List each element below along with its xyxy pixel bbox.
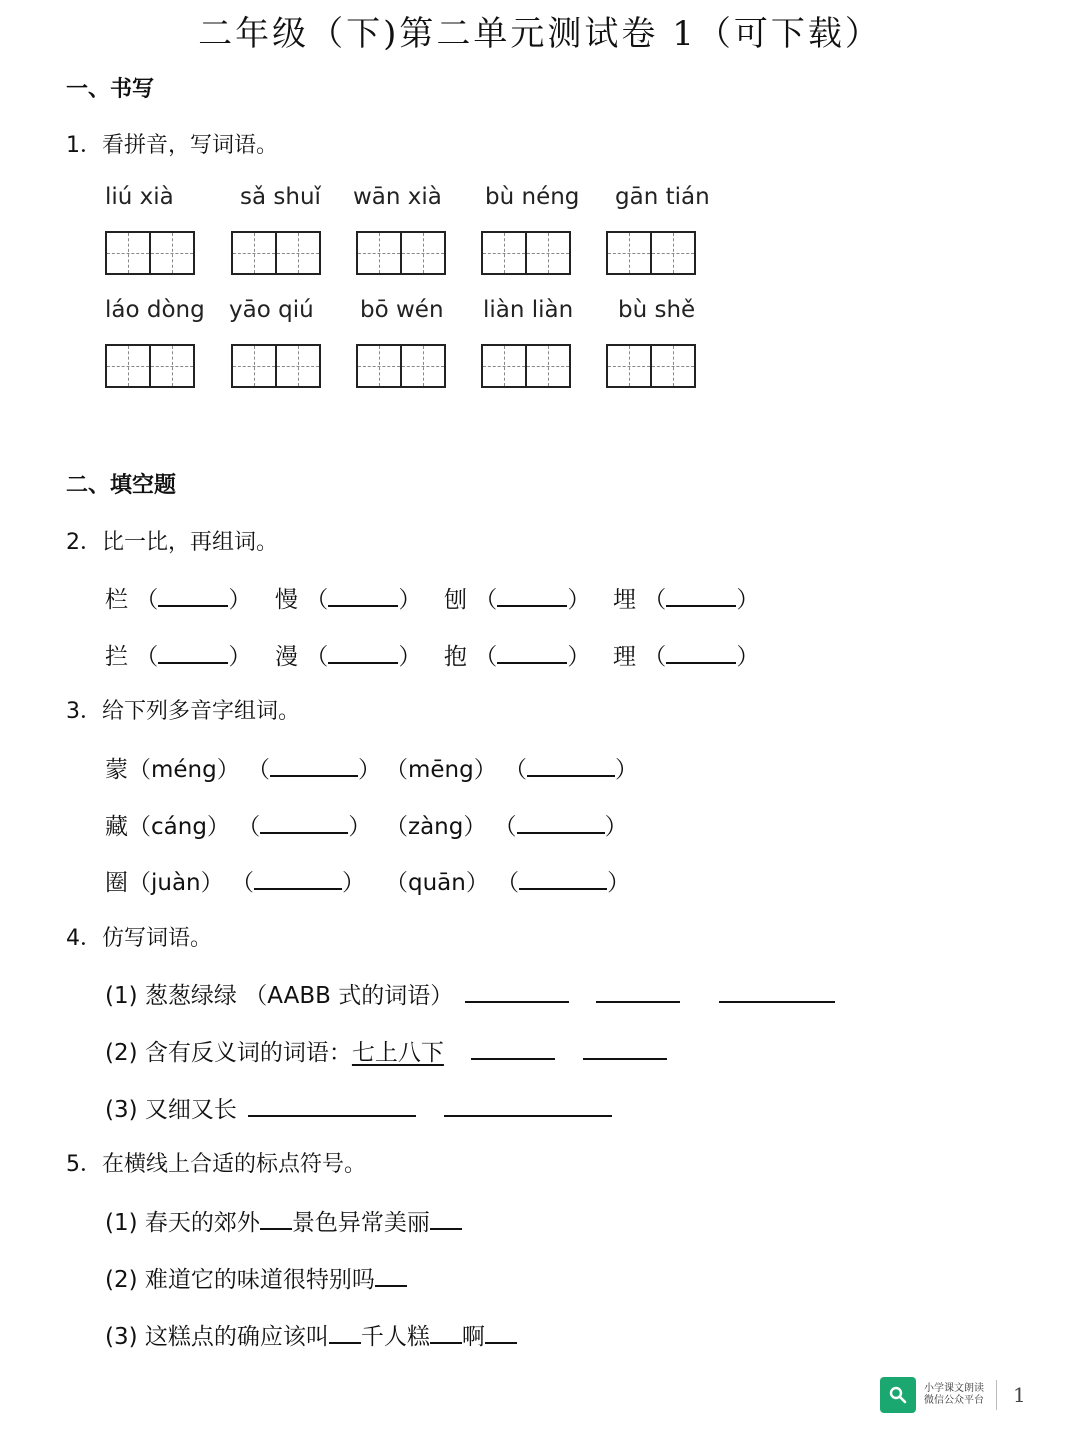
example-word: 葱葱绿绿 [144, 983, 237, 1009]
answer-blank[interactable] [260, 810, 348, 834]
pinyin-label: bù shě [618, 297, 696, 323]
writing-box[interactable] [606, 344, 696, 388]
answer-blank[interactable] [248, 1093, 416, 1117]
imitation-item-3 [105, 1091, 612, 1124]
answer-blank[interactable] [471, 1036, 555, 1060]
compare-item: 栏 （ ） [105, 581, 251, 614]
punctuation-item-1 [105, 1204, 462, 1237]
pinyin-label: liàn liàn [483, 297, 574, 323]
sentence-part: 啊 [461, 1324, 485, 1350]
writing-box[interactable] [356, 344, 446, 388]
punctuation-item-3 [105, 1318, 517, 1351]
polyphone-char: 圈 [105, 870, 128, 896]
question-3-label: 3．给下列多音字组词。 [66, 699, 300, 724]
brand-line: 小学课文朗读 [924, 1383, 984, 1394]
sentence-part: 春天的郊外 [144, 1210, 260, 1236]
answer-blank[interactable] [519, 866, 607, 890]
compare-char: 理 [613, 644, 636, 670]
item-number: (2) [105, 1267, 138, 1293]
question-2-label: 2．比一比，再组词。 [66, 530, 278, 555]
polyphone-row: 藏（cáng） （ ） [105, 808, 371, 841]
pinyin-label: bō wén [360, 297, 444, 323]
answer-blank[interactable] [158, 583, 228, 607]
search-icon [880, 1377, 916, 1413]
sentence-part: 这糕点的确应该叫 [144, 1324, 329, 1350]
polyphone-char: 蒙 [105, 757, 128, 783]
compare-char: 栏 [105, 587, 128, 613]
answer-blank[interactable] [430, 1320, 462, 1344]
example-word: 又细又长 [144, 1097, 237, 1123]
answer-blank[interactable] [329, 1320, 361, 1344]
polyphone-char: 藏 [105, 814, 128, 840]
compare-item: 慢 （ ） [275, 581, 421, 614]
answer-blank[interactable] [719, 979, 835, 1003]
writing-box[interactable] [105, 344, 195, 388]
compare-item: 漫 （ ） [275, 638, 421, 671]
writing-box[interactable] [231, 344, 321, 388]
compare-char: 拦 [105, 644, 128, 670]
compare-item: 拦 （ ） [105, 638, 251, 671]
compare-char: 埋 [613, 587, 636, 613]
item-number: (1) [105, 983, 138, 1009]
compare-item: 理 （ ） [613, 638, 759, 671]
answer-blank[interactable] [666, 583, 736, 607]
pinyin-reading: （juàn） [128, 870, 224, 896]
writing-box[interactable] [606, 231, 696, 275]
pinyin-reading: （quān） [385, 870, 489, 896]
answer-blank[interactable] [527, 753, 615, 777]
pinyin-label: bù néng [485, 184, 580, 210]
item-text: 含有反义词的词语： [144, 1040, 352, 1066]
compare-item: 抱 （ ） [444, 638, 590, 671]
answer-blank[interactable] [497, 640, 567, 664]
footer-brand [880, 1377, 1026, 1413]
item-hint: （AABB 式的词语） [244, 983, 454, 1009]
answer-blank[interactable] [485, 1320, 517, 1344]
answer-blank[interactable] [375, 1263, 407, 1287]
writing-grid-row [105, 344, 696, 388]
answer-blank[interactable] [517, 810, 605, 834]
polyphone-row: 蒙（méng） （ ） [105, 751, 381, 784]
answer-blank[interactable] [430, 1206, 462, 1230]
item-number: (1) [105, 1210, 138, 1236]
pinyin-label: sǎ shuǐ [240, 184, 321, 210]
answer-blank[interactable] [158, 640, 228, 664]
question-1-label: 1．看拼音，写词语。 [66, 133, 278, 158]
section-heading-fill-in: 二、填空题 [66, 473, 177, 498]
writing-box[interactable] [481, 231, 571, 275]
writing-box[interactable] [105, 231, 195, 275]
question-5-label: 5．在横线上合适的标点符号。 [66, 1152, 366, 1177]
page-number: 1 [1013, 1383, 1026, 1407]
imitation-item-1 [105, 977, 835, 1010]
answer-blank[interactable] [666, 640, 736, 664]
page-title: 二年级（下)第二单元测试卷 1（可下载） [198, 14, 882, 54]
polyphone-row: （quān） （ ） [385, 864, 630, 897]
brand-line: 微信公众平台 [924, 1395, 984, 1406]
brand-text [924, 1383, 984, 1407]
answer-blank[interactable] [254, 866, 342, 890]
polyphone-row: 圈（juàn） （ ） [105, 864, 365, 897]
item-number: (2) [105, 1040, 138, 1066]
compare-item: 刨 （ ） [444, 581, 590, 614]
divider [996, 1380, 997, 1410]
answer-blank[interactable] [260, 1206, 292, 1230]
answer-blank[interactable] [583, 1036, 667, 1060]
pinyin-label: láo dòng [105, 297, 205, 323]
sentence-part: 难道它的味道很特别吗 [144, 1267, 375, 1293]
writing-grid-row [105, 231, 696, 275]
writing-box[interactable] [356, 231, 446, 275]
example-word: 七上八下 [351, 1040, 444, 1066]
pinyin-reading: （zàng） [385, 814, 487, 840]
answer-blank[interactable] [328, 640, 398, 664]
pinyin-reading: （méng） [128, 757, 240, 783]
compare-char: 慢 [275, 587, 298, 613]
answer-blank[interactable] [444, 1093, 612, 1117]
polyphone-row: （zàng） （ ） [385, 808, 628, 841]
imitation-item-2 [105, 1034, 667, 1067]
answer-blank[interactable] [596, 979, 680, 1003]
pinyin-label: yāo qiú [229, 297, 314, 323]
polyphone-row: （mēng） （ ） [385, 751, 638, 784]
sentence-part: 景色异常美丽 [291, 1210, 430, 1236]
answer-blank[interactable] [465, 979, 569, 1003]
pinyin-reading: （mēng） [385, 757, 497, 783]
answer-blank[interactable] [270, 753, 358, 777]
section-heading-writing: 一、书写 [66, 77, 155, 102]
writing-box[interactable] [481, 344, 571, 388]
pinyin-label: liú xià [105, 184, 174, 210]
sentence-part: 千人糕 [360, 1324, 430, 1350]
compare-char: 抱 [444, 644, 467, 670]
pinyin-reading: （cáng） [128, 814, 230, 840]
answer-blank[interactable] [328, 583, 398, 607]
question-4-label: 4．仿写词语。 [66, 926, 212, 951]
pinyin-label: gān tián [615, 184, 710, 210]
compare-item: 埋 （ ） [613, 581, 759, 614]
pinyin-label: wān xià [353, 184, 442, 210]
item-number: (3) [105, 1097, 138, 1123]
answer-blank[interactable] [497, 583, 567, 607]
writing-box[interactable] [231, 231, 321, 275]
compare-char: 漫 [275, 644, 298, 670]
item-number: (3) [105, 1324, 138, 1350]
compare-char: 刨 [444, 587, 467, 613]
punctuation-item-2 [105, 1261, 407, 1294]
